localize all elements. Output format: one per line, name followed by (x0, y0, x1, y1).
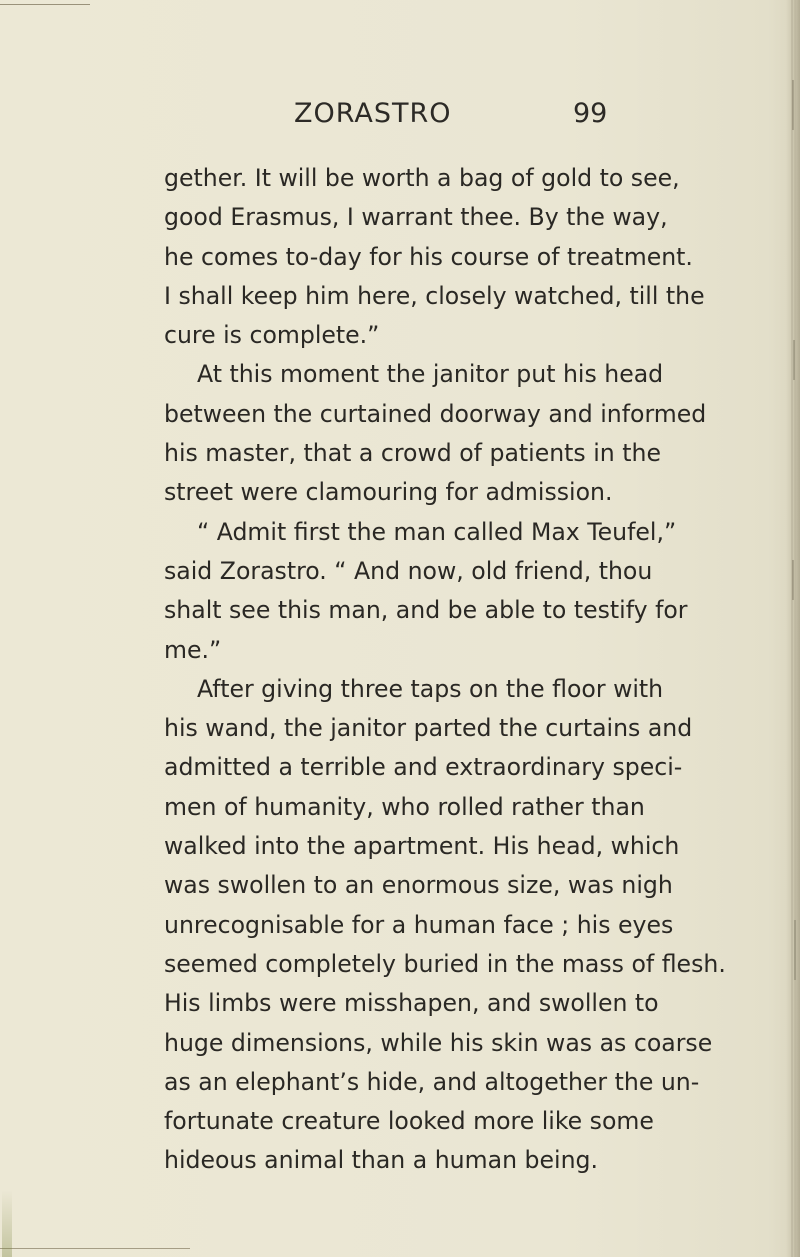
text-line: fortunate creature looked more like some (164, 1107, 654, 1136)
text-line: between the curtained doorway and informed (164, 399, 707, 428)
text-line: was swollen to an enormous size, was nigh (164, 871, 673, 900)
text-line: shalt see this man, and be able to testify for (164, 596, 688, 625)
page-edge-texture (790, 0, 798, 1257)
text-line: gether. It will be worth a bag of gold to see, (164, 164, 680, 192)
running-header (0, 98, 800, 138)
text-line: “ Admit first the man called Max Teufel,” (197, 517, 677, 546)
text-line: he comes to-day for his course of treatment. (164, 242, 693, 271)
text-line: unrecognisable for a human face ; his eyes (164, 910, 674, 939)
body-text (164, 159, 726, 1181)
text-line: cure is complete.” (164, 321, 380, 350)
text-line: I shall keep him here, closely watched, till the (164, 281, 705, 310)
running-title: ZORASTRO (294, 98, 452, 129)
text-line: as an elephant’s hide, and altogether the un- (164, 1067, 700, 1096)
text-line: huge dimensions, while his skin was as coarse (164, 1028, 713, 1057)
page-number: 99 (573, 98, 608, 129)
text-line: walked into the apartment. His head, which (164, 832, 680, 861)
text-line: At this moment the janitor put his head (197, 360, 664, 389)
text-line: hideous animal than a human being. (164, 1146, 598, 1175)
text-line: his wand, the janitor parted the curtains and (164, 714, 693, 743)
text-line: his master, that a crowd of patients in the (164, 439, 661, 468)
text-line: His limbs were misshapen, and swollen to (164, 989, 659, 1018)
text-line: street were clamouring for admission. (164, 478, 613, 507)
text-line: admitted a terrible and extraordinary speci- (164, 753, 683, 782)
page-edge-line-bottom (0, 1248, 190, 1249)
page-edge-line-top (0, 4, 90, 5)
text-line: men of humanity, who rolled rather than (164, 792, 645, 821)
text-line: said Zorastro. “ And now, old friend, thou (164, 556, 653, 585)
text-line: good Erasmus, I warrant thee. By the way, (164, 203, 668, 232)
text-line: seemed completely buried in the mass of flesh. (164, 949, 726, 978)
page-edge-stain (2, 1190, 12, 1257)
text-line: me.” (164, 635, 222, 664)
text-line: After giving three taps on the floor with (197, 674, 664, 703)
